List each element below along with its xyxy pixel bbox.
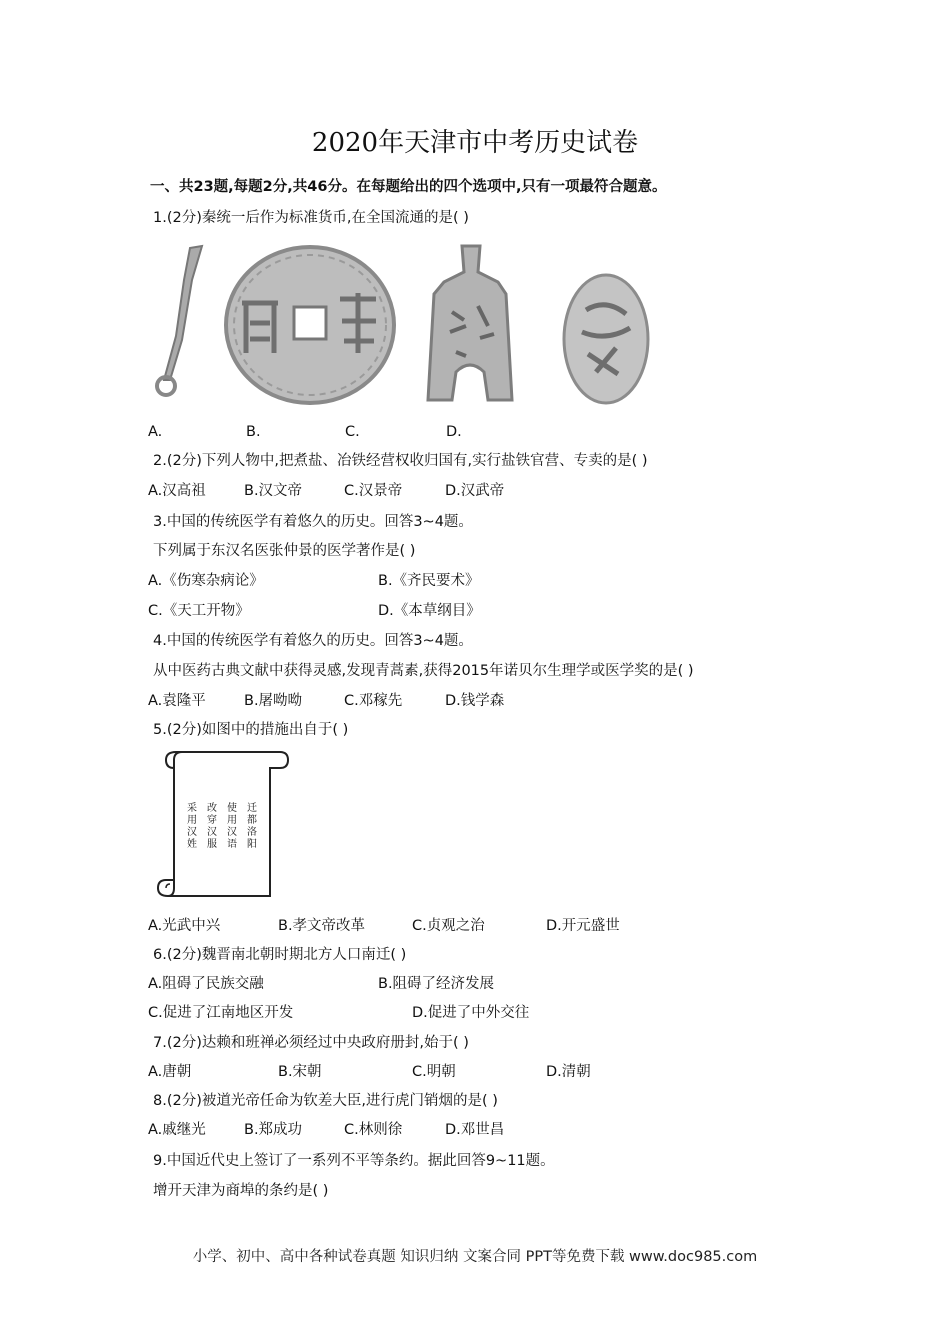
q7-option-d: D.清朝 <box>546 1064 591 1080</box>
q1-label-b: B. <box>246 424 261 440</box>
question-3-intro: 3.中国的传统医学有着悠久的历史。回答3~4题。 <box>153 514 473 530</box>
q6-option-b: B.阻碍了经济发展 <box>378 976 495 992</box>
q7-option-c: C.明朝 <box>412 1064 456 1080</box>
q6-option-c: C.促进了江南地区开发 <box>148 1005 294 1021</box>
q1-label-a: A. <box>148 424 163 440</box>
footer-banner: 小学、初中、高中各种试卷真题 知识归纳 文案合同 PPT等免费下载 www.doc985.com <box>192 1249 758 1265</box>
q1-label-d: D. <box>446 424 462 440</box>
question-4-stem: 从中医药古典文献中获得灵感,发现青蒿素,获得2015年诺贝尔生理学或医学奖的是( ) <box>153 663 694 679</box>
scroll-column-1: 迁都洛阳 <box>247 803 257 850</box>
q7-option-b: B.宋朝 <box>278 1064 322 1080</box>
q6-option-d: D.促进了中外交往 <box>412 1005 530 1021</box>
scroll-column-4: 采用汉姓 <box>187 803 197 850</box>
section-heading: 一、共23题,每题2分,共46分。在每题给出的四个选项中,只有一项最符合题意。 <box>150 179 667 195</box>
q4-option-c: C.邓稼先 <box>344 693 403 709</box>
q6-option-a: A.阻碍了民族交融 <box>148 976 264 992</box>
question-1-stem: 1.(2分)秦统一后作为标准货币,在全国流通的是( ) <box>153 210 469 226</box>
question-8-stem: 8.(2分)被道光帝任命为钦差大臣,进行虎门销烟的是( ) <box>153 1093 498 1109</box>
q3-option-d: D.《本草纲目》 <box>378 603 481 619</box>
q5-option-c: C.贞观之治 <box>412 918 485 934</box>
q2-option-a: A.汉高祖 <box>148 483 206 499</box>
q2-option-b: B.汉文帝 <box>244 483 303 499</box>
question-5-stem: 5.(2分)如图中的措施出自于( ) <box>153 722 349 738</box>
question-3-stem: 下列属于东汉名医张仲景的医学著作是( ) <box>153 543 416 559</box>
q8-option-b: B.郑成功 <box>244 1122 303 1138</box>
knife-coin-image <box>150 240 212 402</box>
ban-liang-coin-image <box>220 243 400 407</box>
q1-label-c: C. <box>345 424 360 440</box>
question-7-stem: 7.(2分)达赖和班禅必须经过中央政府册封,始于( ) <box>153 1035 469 1051</box>
q8-option-c: C.林则徐 <box>344 1122 403 1138</box>
question-9-stem: 增开天津为商埠的条约是( ) <box>153 1183 329 1199</box>
spade-coin-image <box>422 242 520 404</box>
scroll-column-2: 使用汉语 <box>227 803 237 850</box>
question-4-intro: 4.中国的传统医学有着悠久的历史。回答3~4题。 <box>153 633 473 649</box>
question-6-stem: 6.(2分)魏晋南北朝时期北方人口南迁( ) <box>153 947 407 963</box>
page-title: 2020年天津市中考历史试卷 <box>311 128 639 158</box>
question-2-stem: 2.(2分)下列人物中,把煮盐、冶铁经营权收归国有,实行盐铁官营、专卖的是( ) <box>153 453 648 469</box>
q8-option-a: A.戚继光 <box>148 1122 206 1138</box>
q5-option-d: D.开元盛世 <box>546 918 620 934</box>
q2-option-c: C.汉景帝 <box>344 483 403 499</box>
q3-option-b: B.《齐民要术》 <box>378 573 480 589</box>
question-9-intro: 9.中国近代史上签订了一系列不平等条约。据此回答9~11题。 <box>153 1153 555 1169</box>
q4-option-a: A.袁隆平 <box>148 693 206 709</box>
scroll-image <box>152 748 290 902</box>
scroll-column-3: 改穿汉服 <box>207 803 217 850</box>
q8-option-d: D.邓世昌 <box>445 1122 505 1138</box>
q4-option-b: B.屠呦呦 <box>244 693 303 709</box>
q3-option-a: A.《伤寒杂病论》 <box>148 573 264 589</box>
q3-option-c: C.《天工开物》 <box>148 603 250 619</box>
q4-option-d: D.钱学森 <box>445 693 505 709</box>
ant-nose-coin-image <box>558 270 654 408</box>
q5-option-a: A.光武中兴 <box>148 918 221 934</box>
q5-option-b: B.孝文帝改革 <box>278 918 366 934</box>
q2-option-d: D.汉武帝 <box>445 483 505 499</box>
q7-option-a: A.唐朝 <box>148 1064 192 1080</box>
